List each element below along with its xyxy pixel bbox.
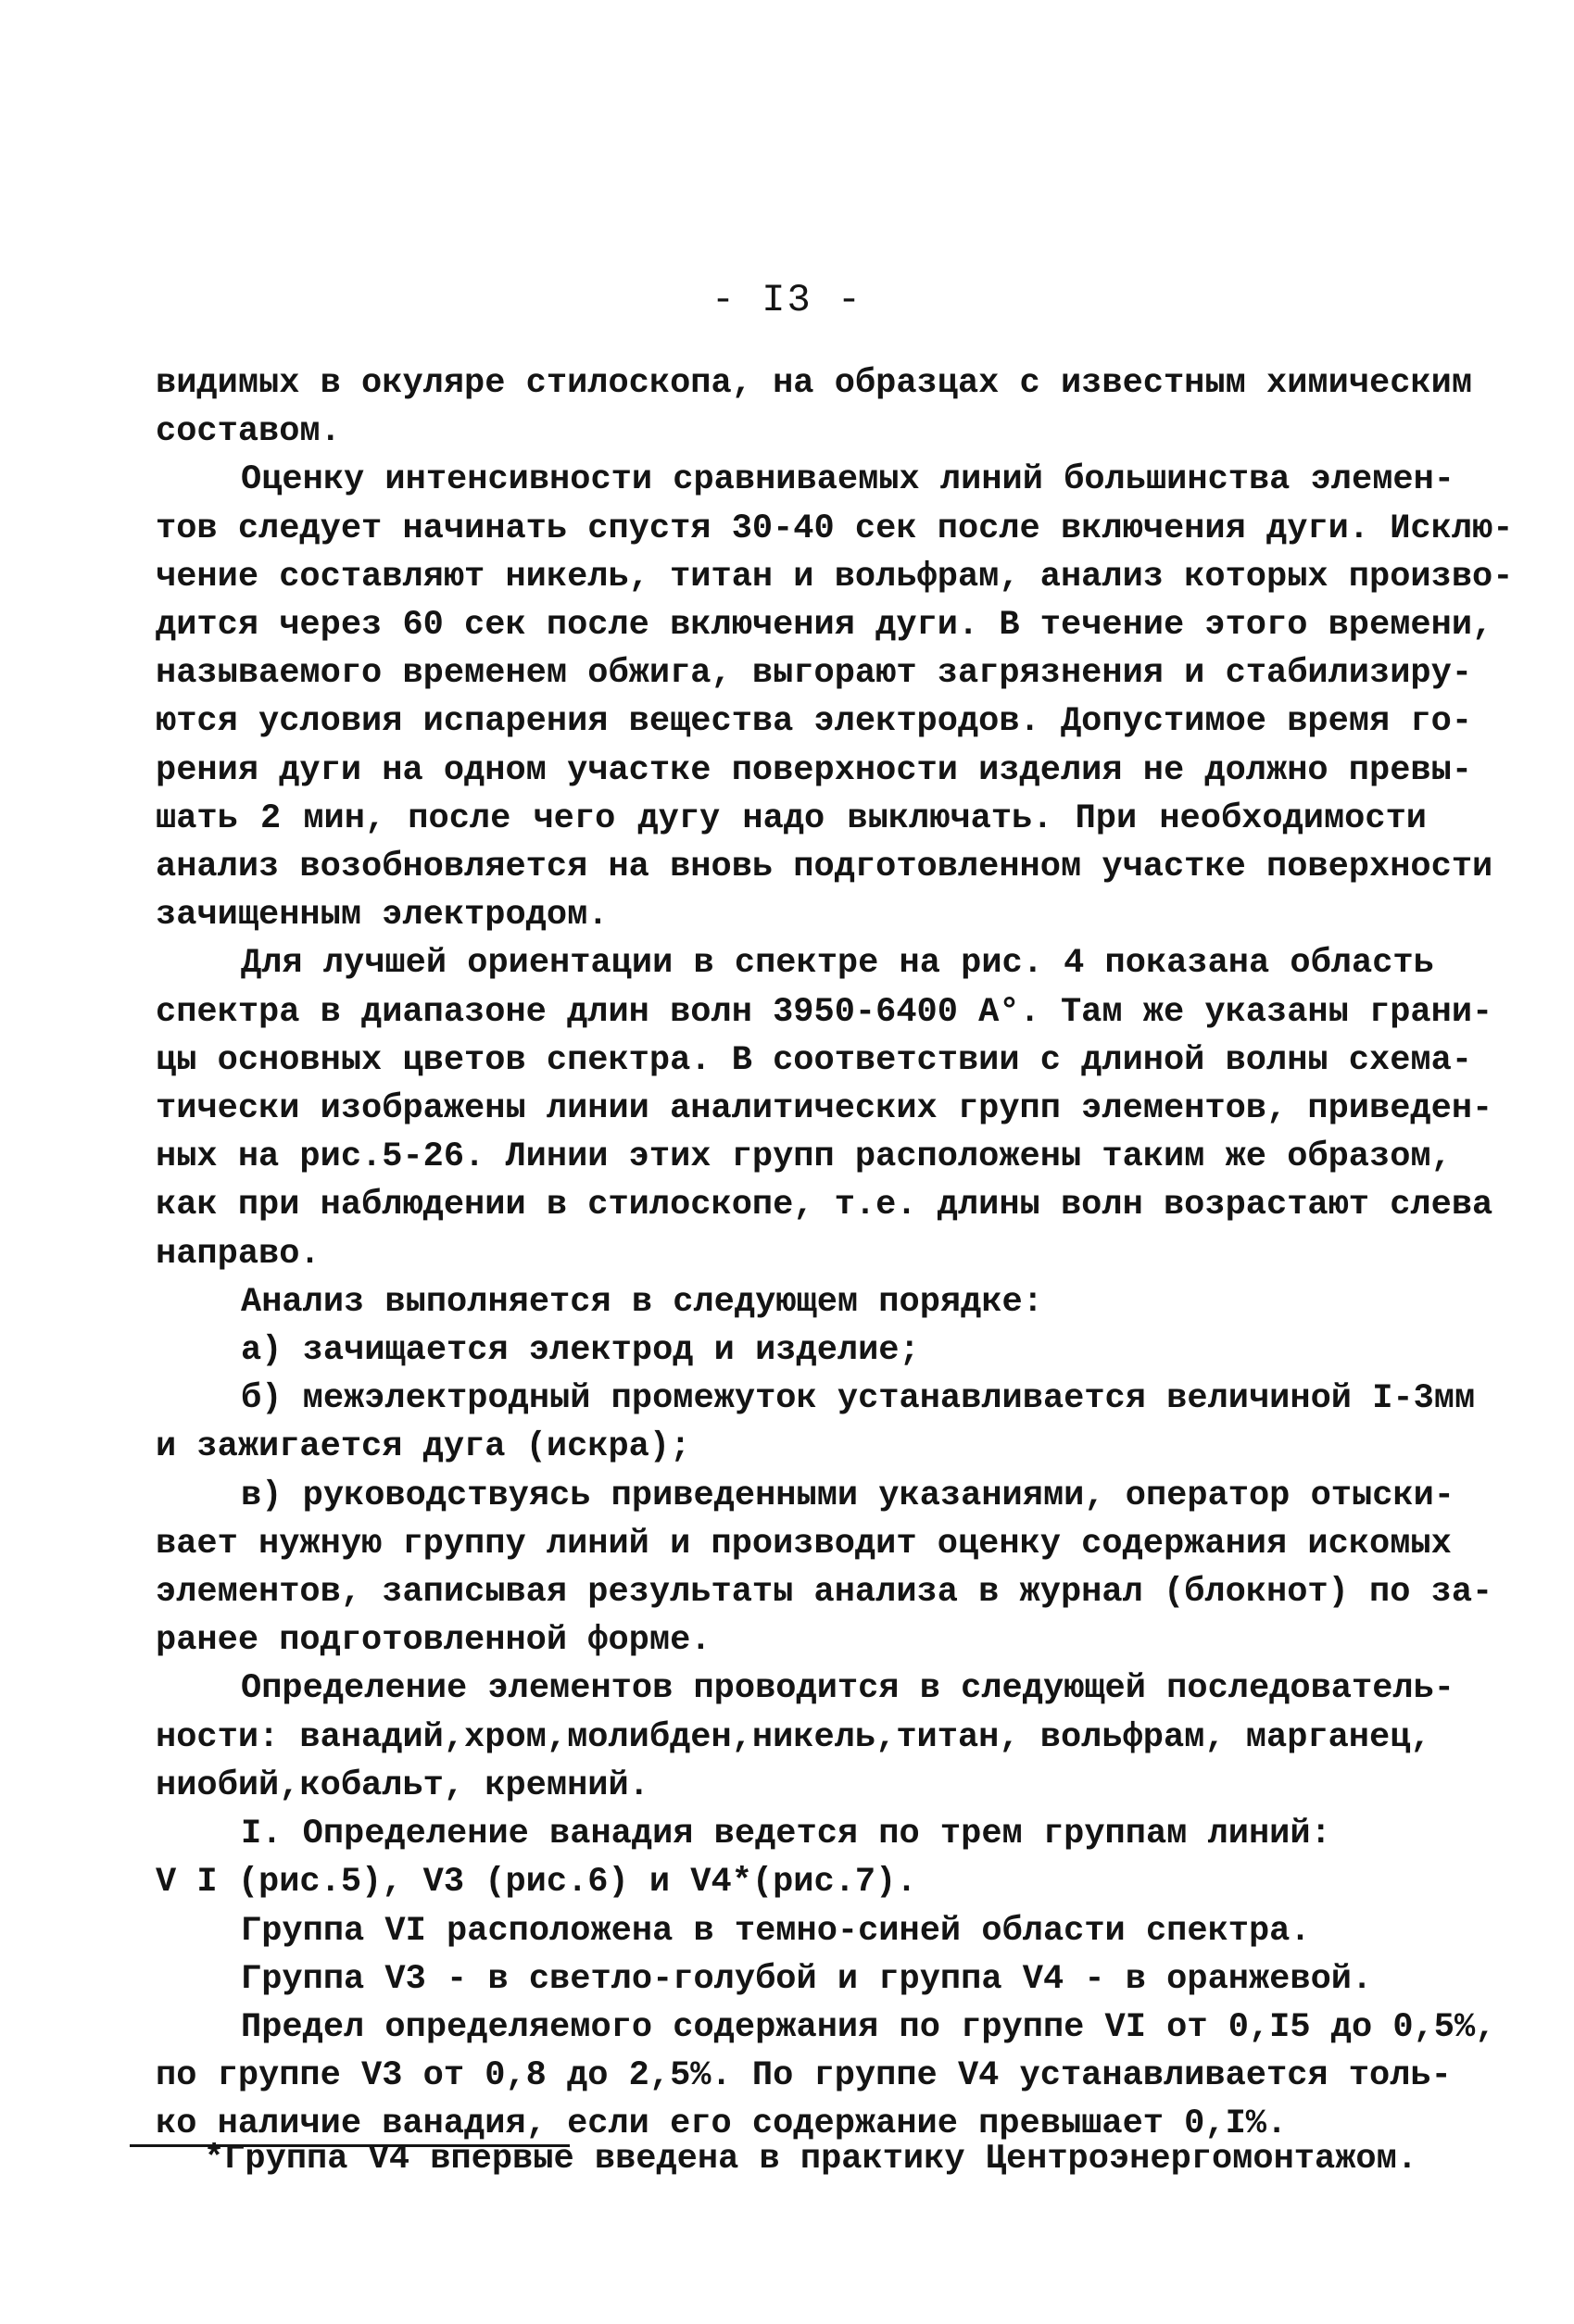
text-line: Группа V3 - в светло-голубой и группа V4 - в оранжевой. — [241, 1959, 1373, 1999]
text-line: ко наличие ванадия, если его содержание превышает 0,I%. — [156, 2104, 1288, 2144]
text-line: Оценку интенсивности сравниваемых линий большинства элемен- — [241, 460, 1455, 500]
text-line: анализ возобновляется на вновь подготовленном участке поверхности — [156, 848, 1493, 887]
text-line: Анализ выполняется в следующем порядке: — [241, 1282, 1043, 1322]
text-line: по группе V3 от 0,8 до 2,5%. По группе V4 устанавливается толь- — [156, 2056, 1452, 2096]
text-line: направо. — [156, 1234, 321, 1274]
text-line: ранее подготовленной форме. — [156, 1621, 711, 1661]
text-line: ются условия испарения вещества электродов. Допустимое время го- — [156, 702, 1473, 742]
text-line: чение составляют никель, титан и вольфрам, анализ которых произво- — [156, 557, 1514, 597]
text-line: цы основных цветов спектра. В соответствии с длиной волны схема- — [156, 1040, 1473, 1080]
text-line: называемого временем обжига, выгорают загрязнения и стабилизиру- — [156, 654, 1473, 694]
text-line: ниобий,кобальт, кремний. — [156, 1765, 649, 1805]
text-line: I. Определение ванадия ведется по трем группам линий: — [241, 1815, 1331, 1854]
text-line: тов следует начинать спустя 30-40 сек после включения дуги. Исклю- — [156, 509, 1514, 548]
text-line: шать 2 мин, после чего дугу надо выключать. При необходимости — [156, 798, 1427, 838]
text-line: элементов, записывая результаты анализа в журнал (блокнот) по за- — [156, 1573, 1493, 1613]
text-line: ности: ванадий,хром,молибден,никель,титан, вольфрам, марганец, — [156, 1717, 1431, 1757]
footnote: *Группа V4 впервые введена в практику Центроэнергомонтажом. — [204, 2140, 1418, 2179]
text-line: Предел определяемого содержания по группе VI от 0,I5 до 0,5%, — [241, 2007, 1496, 2047]
text-line: Группа VI расположена в темно-синей области спектра. — [241, 1911, 1311, 1951]
text-line: ных на рис.5-26. Линии этих групп расположены таким же образом, — [156, 1137, 1452, 1177]
body-text — [156, 359, 1514, 2149]
text-line: и зажигается дуга (искра); — [156, 1427, 691, 1467]
text-line: вает нужную группу линий и производит оценку содержания искомых — [156, 1524, 1452, 1564]
text-line: составом. — [156, 412, 341, 452]
page-number: - I3 - — [711, 278, 863, 322]
text-line: б) межэлектродный промежуток устанавливается величиной I-3мм — [241, 1379, 1476, 1419]
text-line: V I (рис.5), V3 (рис.6) и V4*(рис.7). — [156, 1863, 917, 1903]
text-line: Определение элементов проводится в следующей последователь- — [241, 1669, 1455, 1709]
text-line: тически изображены линии аналитических групп элементов, приведен- — [156, 1089, 1493, 1129]
text-line: видимых в окуляре стилоскопа, на образцах с известным химическим — [156, 364, 1473, 403]
text-line: спектра в диапазоне длин волн 3950-6400 А°. Там же указаны грани- — [156, 992, 1493, 1032]
text-line: зачищенным электродом. — [156, 896, 609, 936]
text-line: Для лучшей ориентации в спектре на рис. 4 показана область — [241, 944, 1434, 984]
text-line: рения дуги на одном участке поверхности изделия не должно превы- — [156, 750, 1473, 790]
text-line: как при наблюдении в стилоскопе, т.е. длины волн возрастают слева — [156, 1186, 1493, 1225]
text-line: а) зачищается электрод и изделие; — [241, 1331, 920, 1371]
text-line: в) руководствуясь приведенными указаниями, оператор отыски- — [241, 1476, 1455, 1515]
text-line: дится через 60 сек после включения дуги. В течение этого времени, — [156, 606, 1493, 646]
